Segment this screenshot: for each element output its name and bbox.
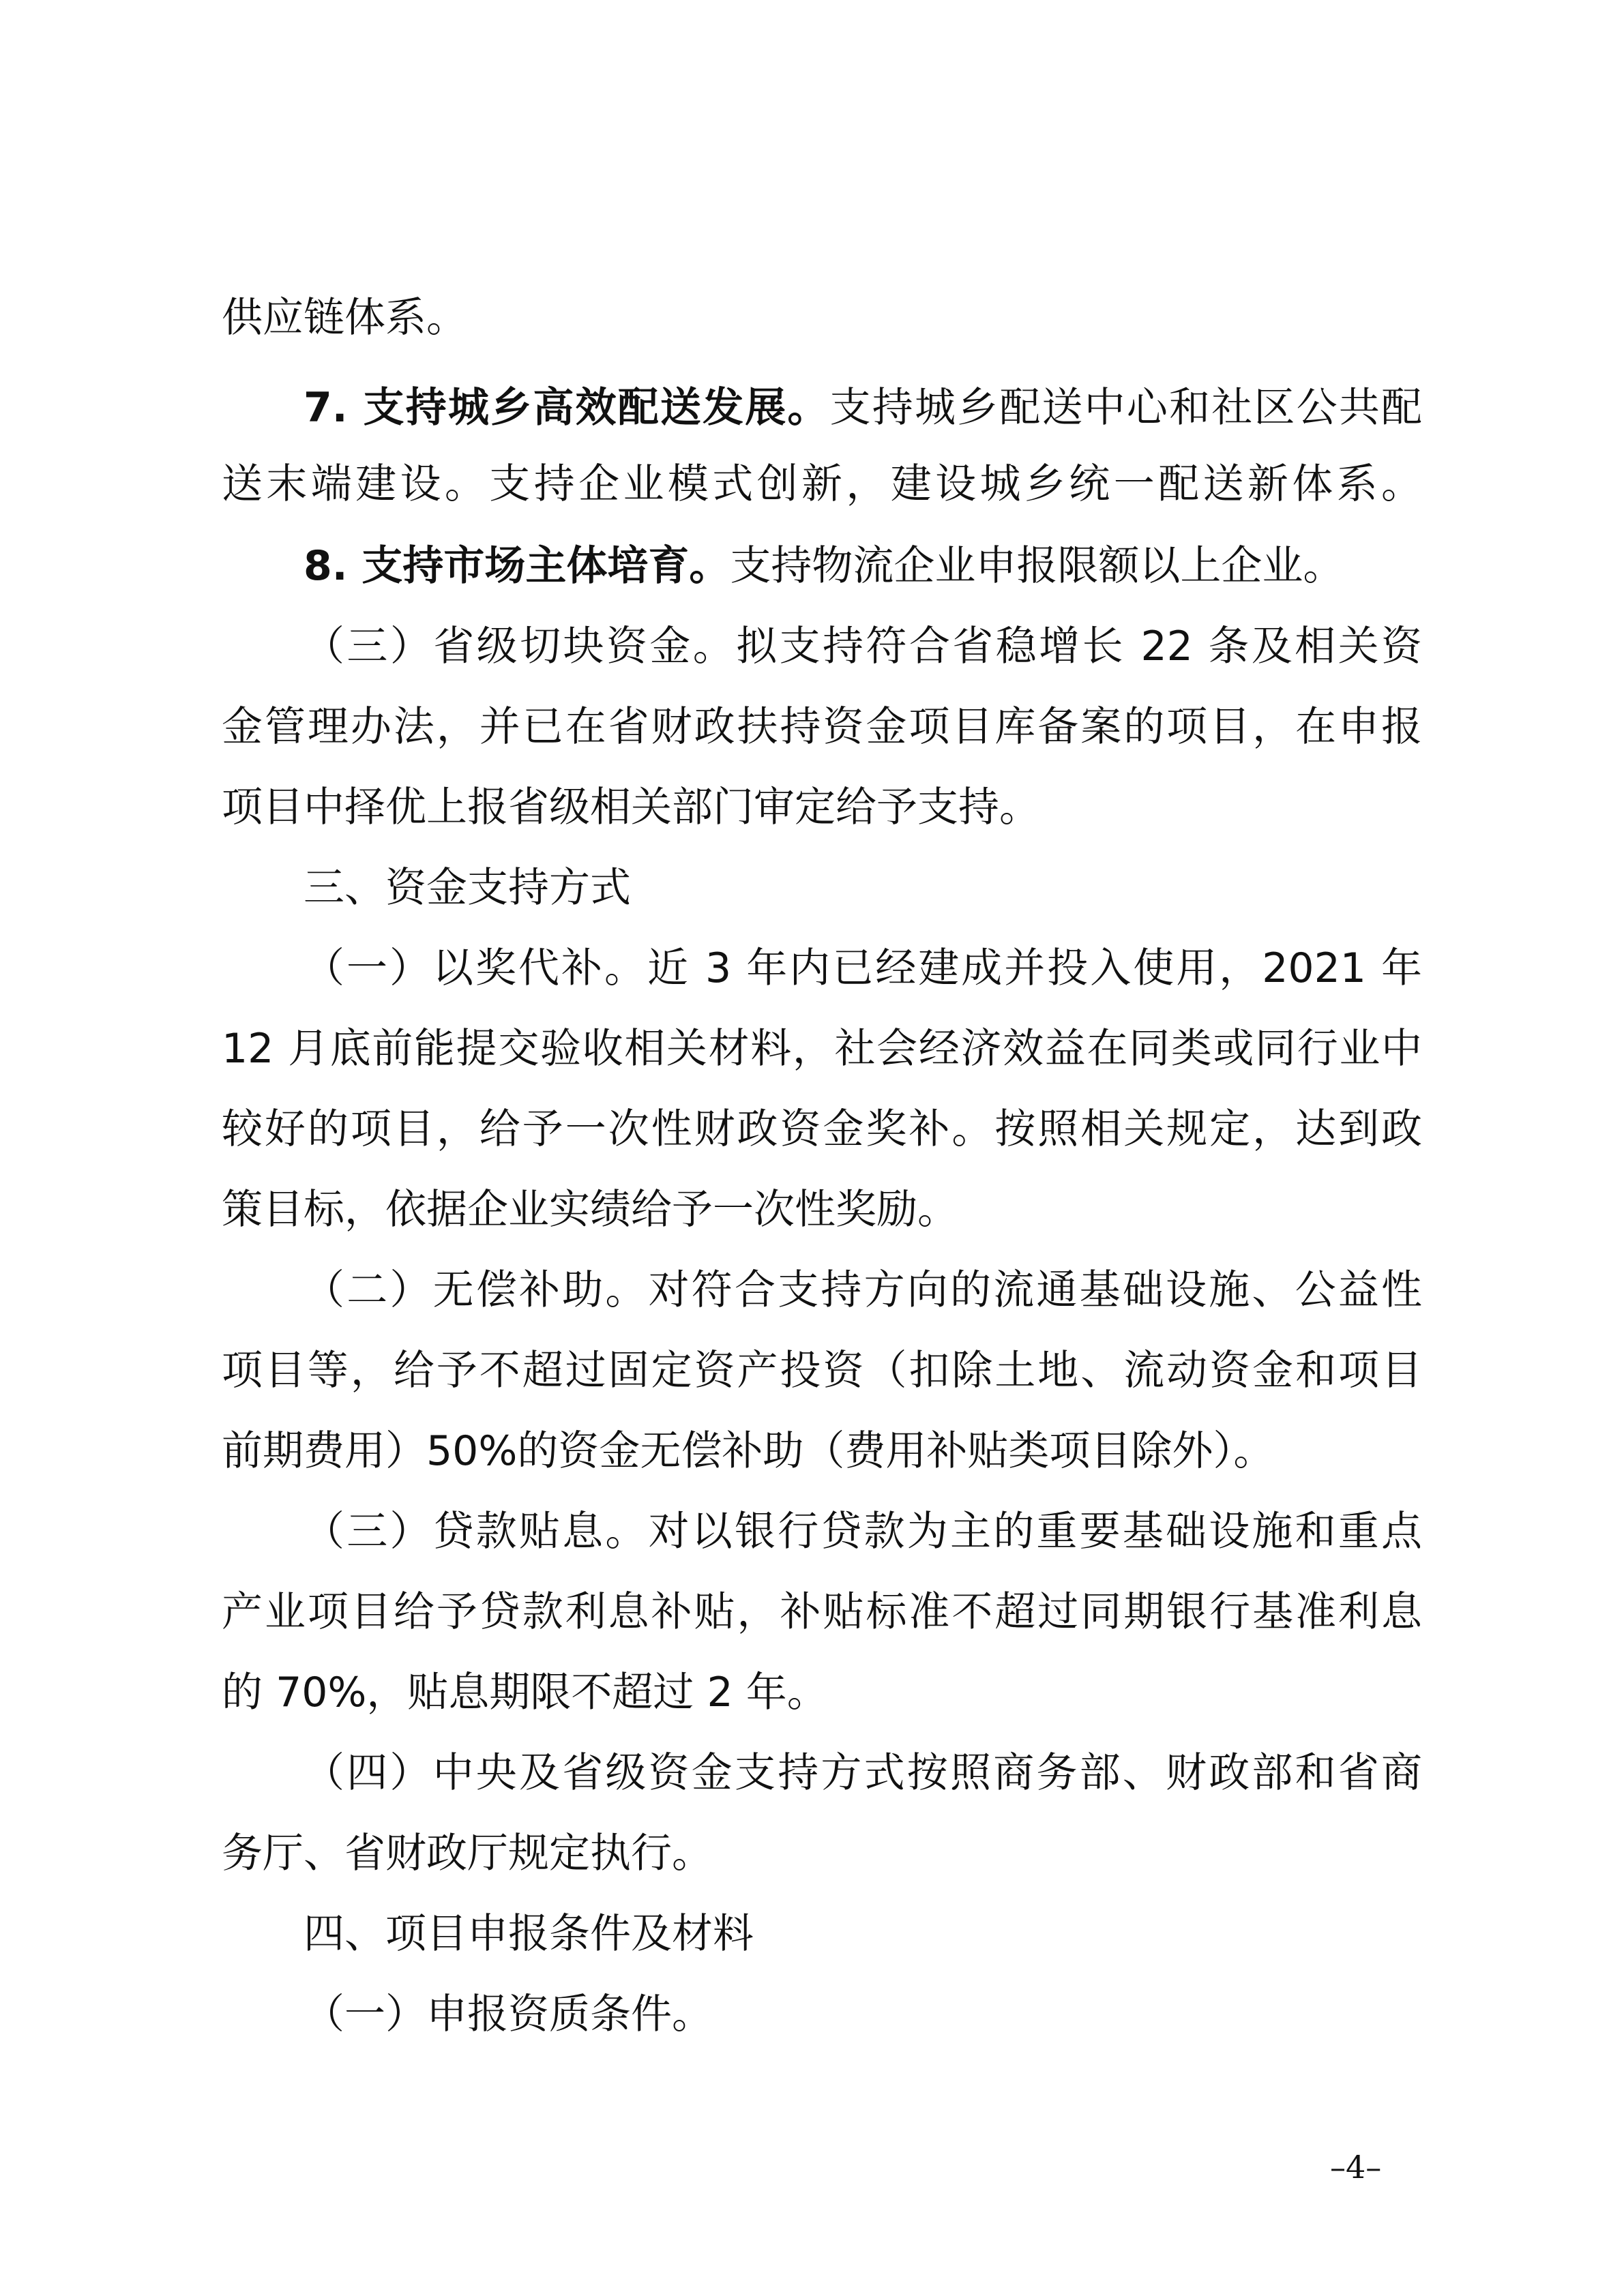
text-line-12: 策目标，依据企业实绩给予一次性奖励。 <box>222 1186 958 1234</box>
text-line-1: 供应链体系。 <box>222 294 467 342</box>
text-line-11: 较好的项目，给予一次性财政资金奖补。按照相关规定，达到政 <box>222 1105 1422 1153</box>
text-line-9: （一）以奖代补。近 3 年内已经建成并投入使用，2021 年 <box>304 944 1422 992</box>
text-line-20: 务厅、省财政厅规定执行。 <box>222 1830 713 1877</box>
subheading-provincial-funds: （三）省级切块资金。 <box>304 623 737 670</box>
text-line-5: （三）省级切块资金。拟支持符合省稳增长 22 条及相关资 <box>304 623 1422 670</box>
subheading-interest: （三）贷款贴息。 <box>304 1508 649 1555</box>
text-line-3: 送末端建设。支持企业模式创新，建设城乡统一配送新体系。 <box>222 460 1422 508</box>
text-line-6: 金管理办法，并已在省财政扶持资金项目库备案的项目，在申报 <box>222 703 1422 751</box>
subheading-reward: （一）以奖代补。 <box>304 944 647 992</box>
subheading-qualification: （一）申报资质条件。 <box>304 1991 713 2038</box>
text-line-2: 7. 支持城乡高效配送发展。支持城乡配送中心和社区公共配 <box>304 384 1422 432</box>
text-line-15: 前期费用）50%的资金无偿补助（费用补贴类项目除外）。 <box>222 1427 1275 1475</box>
section-heading-4: 四、项目申报条件及材料 <box>304 1910 754 1958</box>
section-heading-3: 三、资金支持方式 <box>304 864 631 912</box>
text-line-4: 8. 支持市场主体培育。支持物流企业申报限额以上企业。 <box>304 542 1344 590</box>
page-number: –4– <box>1330 2149 1382 2186</box>
text-line-17: 产业项目给予贷款利息补贴，补贴标准不超过同期银行基准利息 <box>222 1588 1422 1636</box>
text-line-14: 项目等，给予不超过固定资产投资（扣除土地、流动资金和项目 <box>222 1347 1422 1395</box>
text-line-10: 12 月底前能提交验收相关材料，社会经济效益在同类或同行业中 <box>222 1025 1422 1073</box>
subheading-subsidy: （二）无偿补助。 <box>304 1266 649 1314</box>
text-line-18: 的 70%，贴息期限不超过 2 年。 <box>222 1669 828 1716</box>
text-line-13: （二）无偿补助。对符合支持方向的流通基础设施、公益性 <box>304 1266 1423 1314</box>
heading-8: 8. 支持市场主体培育。 <box>304 542 730 590</box>
heading-7: 7. 支持城乡高效配送发展。 <box>304 384 830 432</box>
text-line-7: 项目中择优上报省级相关部门审定给予支持。 <box>222 784 1040 831</box>
text-line-19: （四）中央及省级资金支持方式按照商务部、财政部和省商 <box>304 1749 1422 1797</box>
text-line-22 <box>304 1988 1422 2040</box>
text-line-16: （三）贷款贴息。对以银行贷款为主的重要基础设施和重点 <box>304 1508 1423 1555</box>
